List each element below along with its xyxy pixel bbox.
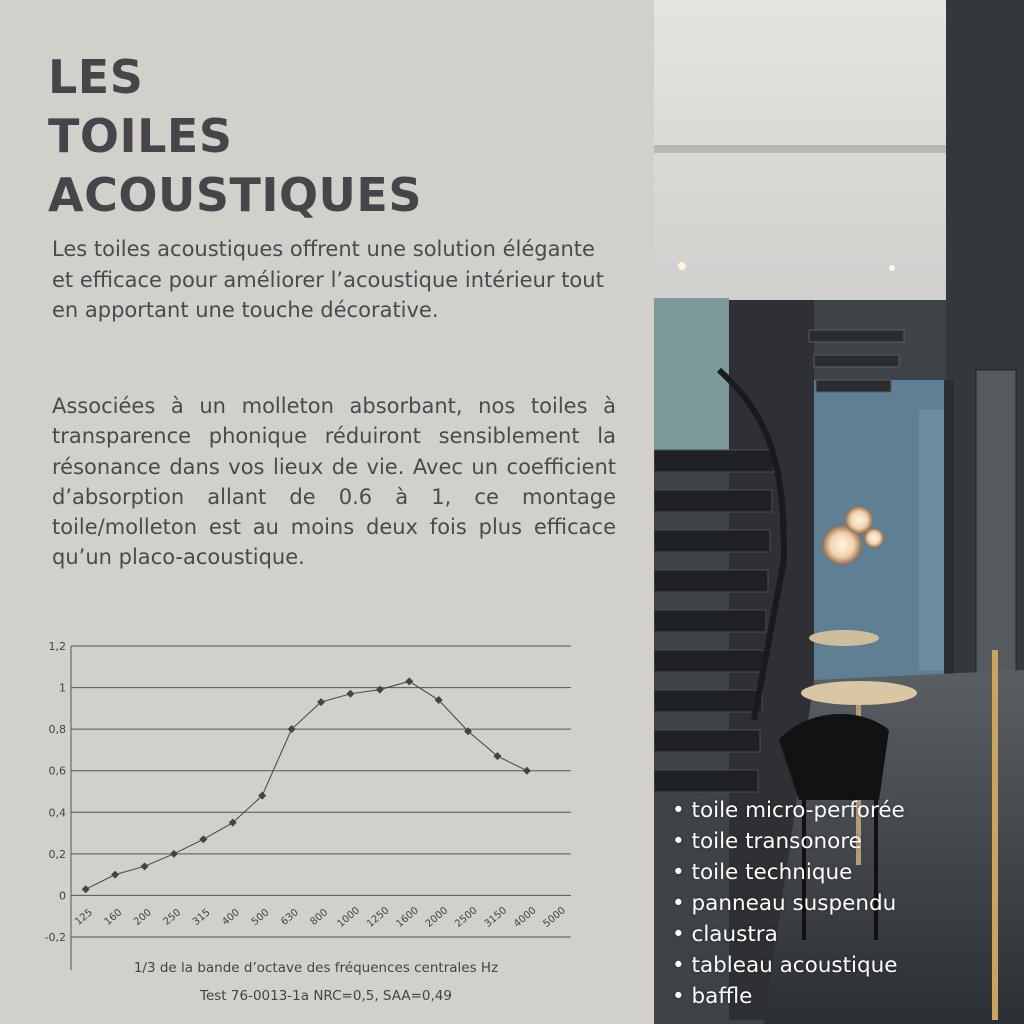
x-tick-label: 500 xyxy=(249,907,272,928)
chart-grid xyxy=(71,646,571,937)
data-point xyxy=(170,850,178,858)
x-tick-labels xyxy=(73,905,568,930)
x-tick-label: 4000 xyxy=(511,905,539,930)
absorption-series-line xyxy=(86,681,527,889)
data-point xyxy=(376,686,384,694)
absorption-points xyxy=(82,677,531,893)
feature-item: • panneau suspendu xyxy=(672,891,897,916)
x-tick-label: 2500 xyxy=(453,905,480,930)
title-line-1: LES xyxy=(48,50,144,104)
feature-item: • toile transonore xyxy=(672,829,862,854)
y-tick-label: 0,8 xyxy=(48,723,66,737)
feature-item: • toile technique xyxy=(672,860,853,885)
y-tick-label: -0,2 xyxy=(44,931,66,944)
data-point xyxy=(346,690,354,698)
feature-item: • tableau acoustique xyxy=(672,953,898,978)
details-paragraph: Associées à un molleton absorbant, nos toiles à transparence phonique réduiront sensiblement la résonance dans vos lieux de vie. Avec un coefficient d’absorption allant de 0.6 à 1, ce montage toile/molleton est au moins deux fois plus efficace qu’un placo-acoustique. xyxy=(52,394,616,570)
x-tick-label: 160 xyxy=(102,907,125,928)
data-point xyxy=(82,885,90,893)
feature-list xyxy=(672,795,905,1012)
x-tick-label: 1600 xyxy=(394,905,421,930)
feature-item: • claustra xyxy=(672,922,778,947)
title-line-2: TOILES xyxy=(48,109,233,163)
data-point xyxy=(111,871,119,879)
x-tick-label: 800 xyxy=(308,907,331,928)
feature-item: • baffle xyxy=(672,984,753,1009)
y-tick-label: 0,4 xyxy=(48,806,66,820)
y-tick-label: 0 xyxy=(59,889,66,903)
data-point xyxy=(405,677,413,685)
x-tick-label: 315 xyxy=(190,907,213,928)
data-point xyxy=(199,835,207,843)
y-tick-label: 0,2 xyxy=(48,847,66,861)
x-tick-label: 2000 xyxy=(423,905,451,930)
x-tick-label: 1000 xyxy=(335,905,363,930)
y-tick-label: 1 xyxy=(59,681,66,695)
intro-paragraph: Les toiles acoustiques offrent une solution élégante et efficace pour améliorer l’acoustique intérieur tout en apportant une touche décorative. xyxy=(52,237,604,322)
absorption-chart xyxy=(0,630,600,1024)
x-tick-label: 5000 xyxy=(541,905,568,930)
chart-caption: Test 76-0013-1a NRC=0,5, SAA=0,49 xyxy=(200,988,452,1004)
y-tick-labels xyxy=(45,640,66,944)
x-tick-label: 1250 xyxy=(364,905,392,930)
y-tick-label: 1,2 xyxy=(48,640,66,653)
x-tick-label: 125 xyxy=(73,907,95,928)
x-tick-label: 200 xyxy=(132,907,154,928)
page-title xyxy=(48,48,422,225)
data-point xyxy=(523,767,531,775)
title-line-3: ACOUSTIQUES xyxy=(48,168,422,222)
data-point xyxy=(141,862,149,870)
x-tick-label: 630 xyxy=(279,907,301,928)
x-tick-label: 3150 xyxy=(482,905,510,930)
x-tick-label: 250 xyxy=(161,907,184,928)
x-axis-label: 1/3 de la bande d’octave des fréquences centrales Hz xyxy=(133,960,499,976)
x-tick-label: 400 xyxy=(220,907,243,928)
feature-item: • toile micro-perforée xyxy=(672,798,905,823)
y-tick-label: 0,6 xyxy=(48,764,66,778)
